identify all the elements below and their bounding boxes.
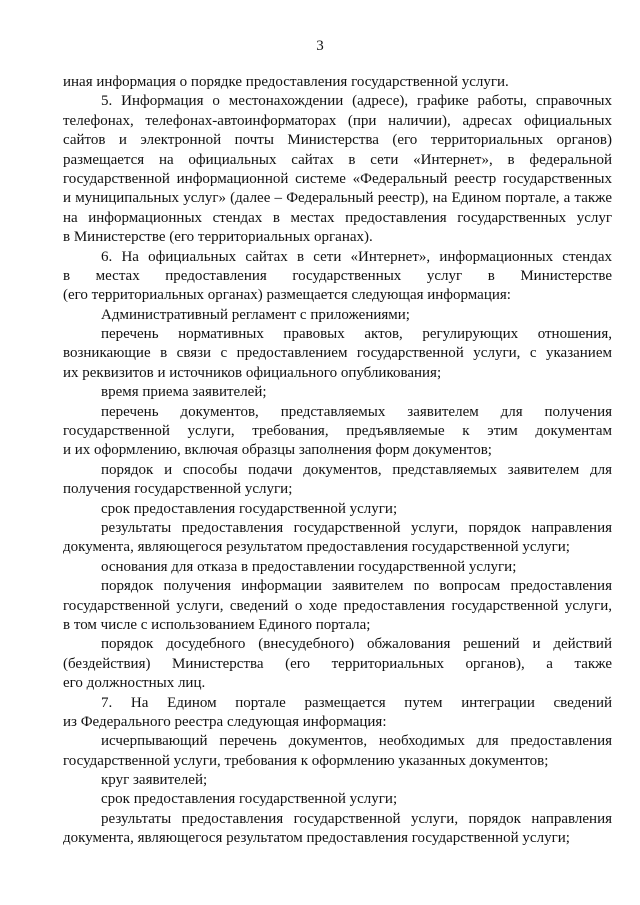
paragraph — [63, 92, 612, 247]
paragraph — [63, 248, 612, 306]
text-line: срок предоставления государственной услуги; — [101, 500, 398, 517]
paragraph — [63, 790, 612, 809]
text-line: его должностных лиц. — [63, 675, 206, 692]
paragraph — [63, 500, 612, 519]
paragraph — [63, 771, 612, 790]
text-line: государственной информационной системе «Федеральный реестр государственных — [63, 170, 612, 187]
text-line: перечень нормативных правовых актов, регулирующих отношения, — [101, 326, 612, 343]
paragraph — [63, 732, 612, 771]
text-line: результаты предоставления государственной услуги, порядок направления — [101, 519, 612, 536]
text-line: в Министерстве (его территориальных органах). — [63, 229, 373, 246]
text-line: иная информация о порядке предоставления государственной услуги. — [63, 74, 509, 90]
text-line: 7. На Едином портале размещается путем интеграции сведений — [101, 694, 612, 711]
text-line: государственной услуги, требования к оформлению указанных документов; — [63, 752, 549, 769]
paragraph — [63, 403, 612, 461]
text-line: государственной услуги, требования, предъявляемые к этим документам — [63, 423, 612, 440]
paragraph — [63, 519, 612, 558]
text-line: и их оформлению, включая образцы заполнения форм документов; — [63, 442, 492, 459]
paragraph — [63, 577, 612, 635]
text-line: круг заявителей; — [101, 772, 208, 789]
paragraph — [63, 635, 612, 693]
paragraph — [63, 325, 612, 383]
text-line: порядок досудебного (внесудебного) обжалования решений и действий — [101, 636, 612, 653]
text-line: 6. На официальных сайтах в сети «Интернет», информационных стендах — [101, 248, 612, 265]
text-line: (бездействия) Министерства (его территориальных органов), а также — [63, 655, 612, 672]
paragraph — [63, 73, 612, 92]
text-line: Административный регламент с приложениями; — [101, 306, 410, 323]
text-line: государственной услуги, сведений о ходе предоставления государственной услуги, — [63, 597, 612, 614]
text-line: порядок и способы подачи документов, представляемых заявителем для — [101, 461, 612, 478]
text-line: на информационных стендах в местах предоставления государственных услуг — [63, 209, 612, 226]
text-line: их реквизитов и источников официального опубликования; — [63, 364, 442, 381]
text-line: документа, являющегося результатом предоставления государственной услуги; — [63, 830, 570, 847]
paragraph — [63, 810, 612, 849]
text-line: 5. Информация о местонахождении (адресе), графике работы, справочных — [101, 93, 612, 110]
text-line: порядок получения информации заявителем по вопросам предоставления — [101, 578, 612, 595]
text-line: из Федерального реестра следующая информация: — [63, 713, 387, 730]
paragraph — [63, 306, 612, 325]
paragraph — [63, 558, 612, 577]
text-line: в местах предоставления государственных услуг в Министерстве — [63, 267, 612, 284]
text-line: срок предоставления государственной услуги; — [101, 791, 398, 808]
text-line: в том числе с использованием Единого портала; — [63, 616, 371, 633]
paragraph — [63, 694, 612, 733]
text-line: получения государственной услуги; — [63, 481, 293, 498]
text-line: телефонах, телефонах-автоинформаторах (при наличии), адресах официальных — [63, 112, 612, 129]
text-line: и муниципальных услуг» (далее – Федеральный реестр), на Едином портале, а также — [63, 190, 612, 207]
text-line: основания для отказа в предоставлении государственной услуги; — [101, 558, 517, 575]
text-line: возникающие в связи с предоставлением государственной услуги, с указанием — [63, 345, 612, 362]
text-line: документа, являющегося результатом предоставления государственной услуги; — [63, 539, 570, 556]
paragraph — [63, 383, 612, 402]
document-body — [63, 73, 612, 849]
text-line: (его территориальных органах) размещается следующая информация: — [63, 287, 511, 304]
text-line: время приема заявителей; — [101, 384, 267, 401]
text-line: сайтов и электронной почты Министерства (его территориальных органов) — [63, 132, 612, 149]
paragraph — [63, 461, 612, 500]
page-number: 3 — [316, 38, 324, 54]
text-line: размещается на официальных сайтах в сети «Интернет», в федеральной — [63, 151, 612, 168]
text-line: результаты предоставления государственной услуги, порядок направления — [101, 810, 612, 827]
text-line: исчерпывающий перечень документов, необходимых для предоставления — [101, 733, 612, 750]
text-line: перечень документов, представляемых заявителем для получения — [101, 403, 612, 420]
